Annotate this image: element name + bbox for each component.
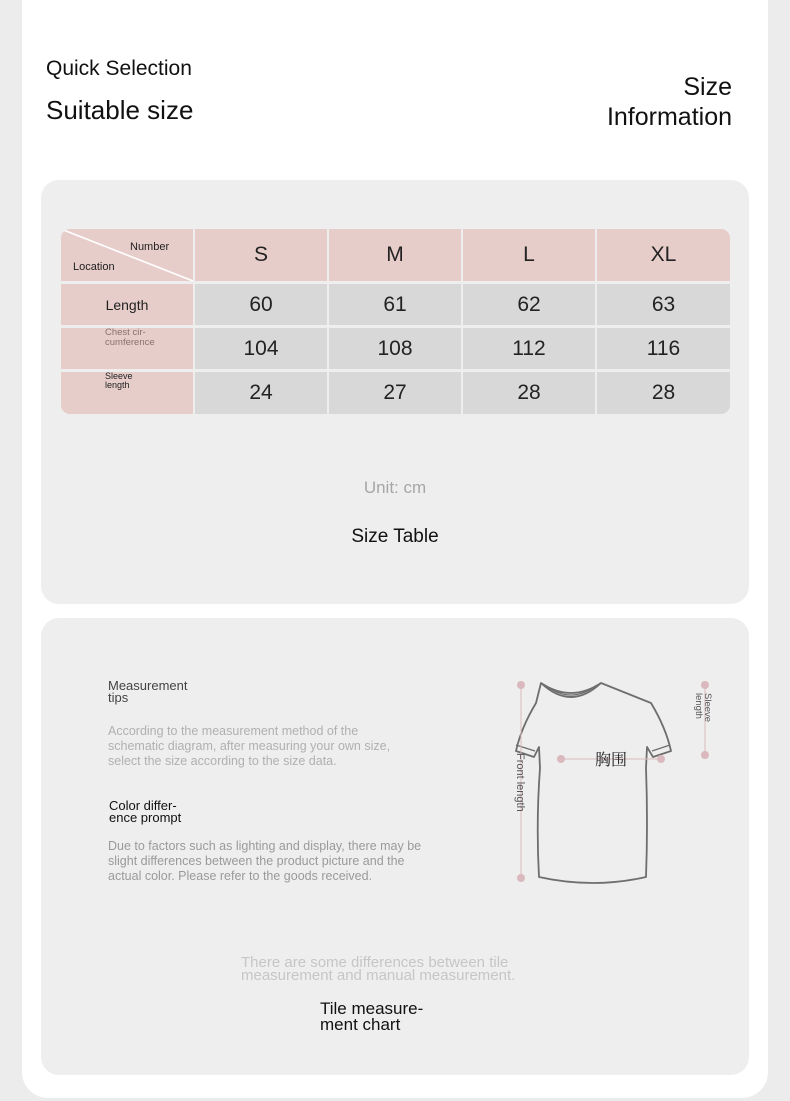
row-label-length: Length: [61, 284, 193, 325]
difference-note-line2: measurement and manual measurement.: [241, 967, 516, 984]
row-label-sleeve: [61, 372, 193, 414]
difference-note-line1: There are some differences between tile: [241, 954, 509, 971]
color-difference-title: [109, 800, 181, 824]
tile-measurement-chart-title-line2: ment chart: [320, 1015, 401, 1034]
measurement-tips-title-line2: tips: [108, 690, 129, 705]
difference-note: [241, 956, 515, 982]
table-cell: 116: [597, 328, 730, 369]
chest-right-dot: [657, 755, 665, 763]
tile-measurement-chart-title: [320, 1001, 423, 1033]
size-table: [61, 229, 730, 414]
tile-measurement-chart-title-line1: Tile measure-: [320, 999, 424, 1018]
sleeve-bottom-dot: [701, 751, 709, 759]
table-cell: 112: [463, 328, 595, 369]
size-table-panel: [41, 180, 749, 604]
color-difference-title-line1: Color differ-: [109, 798, 177, 813]
size-table-title: Size Table: [351, 526, 439, 547]
quick-selection-label: Quick Selection: [46, 57, 192, 80]
left-cuff-line: [516, 745, 535, 751]
size-header-l: L: [463, 229, 595, 281]
size-information-title: [607, 72, 732, 132]
suitable-size-title: Suitable size: [46, 95, 194, 125]
diagram-sleeve-label-line1: Sleeve: [702, 693, 713, 723]
row-label-sleeve-line1: Sleeve: [105, 371, 133, 381]
measurement-tips-title-line1: Measurement: [108, 678, 188, 693]
diagram-chest-label: 胸围: [594, 750, 628, 769]
diagram-sleeve-label-line2: length: [693, 693, 704, 719]
sleeve-top-dot: [701, 681, 709, 689]
table-cell: 24: [195, 372, 327, 414]
table-cell: 63: [597, 284, 730, 325]
table-cell: 108: [329, 328, 461, 369]
chest-left-dot: [557, 755, 565, 763]
table-cell: 28: [597, 372, 730, 414]
front-length-top-dot: [517, 681, 525, 689]
tshirt-measurement-diagram: [461, 673, 721, 893]
size-header-xl: XL: [597, 229, 730, 281]
color-difference-body: Due to factors such as lighting and display, there may be slight differences between the product picture and the actual color. Please refer to the goods received.: [108, 839, 422, 883]
table-cell: 61: [329, 284, 461, 325]
row-label-chest: [61, 328, 193, 369]
diagram-front-length-label: Front length: [514, 753, 526, 812]
tshirt-outline: [516, 683, 671, 883]
table-cell: 27: [329, 372, 461, 414]
unit-label: Unit: cm: [363, 478, 427, 497]
right-cuff-line: [652, 745, 670, 751]
size-information-line1: Size: [683, 73, 732, 101]
front-length-bottom-dot: [517, 874, 525, 882]
table-corner-cell: [61, 229, 193, 281]
corner-diagonal-line: [61, 229, 193, 281]
table-cell: 60: [195, 284, 327, 325]
table-cell: 104: [195, 328, 327, 369]
size-information-line2: Information: [606, 103, 732, 131]
row-label-sleeve-line2: length: [105, 380, 130, 390]
measurement-tips-body: According to the measurement method of the schematic diagram, after measuring your own size, select the size according to the size data.: [108, 724, 391, 768]
color-difference-title-line2: ence prompt: [109, 810, 182, 825]
table-cell: 28: [463, 372, 595, 414]
measurement-panel: [41, 618, 749, 1075]
table-cell: 62: [463, 284, 595, 325]
size-header-m: M: [329, 229, 461, 281]
row-label-chest-line1: Chest cir-: [105, 327, 146, 338]
row-label-chest-line2: cumference: [105, 337, 155, 348]
measurement-tips-title: [108, 680, 187, 704]
size-header-s: S: [195, 229, 327, 281]
corner-number-label: Number: [130, 241, 170, 253]
corner-location-label: Location: [73, 261, 115, 273]
